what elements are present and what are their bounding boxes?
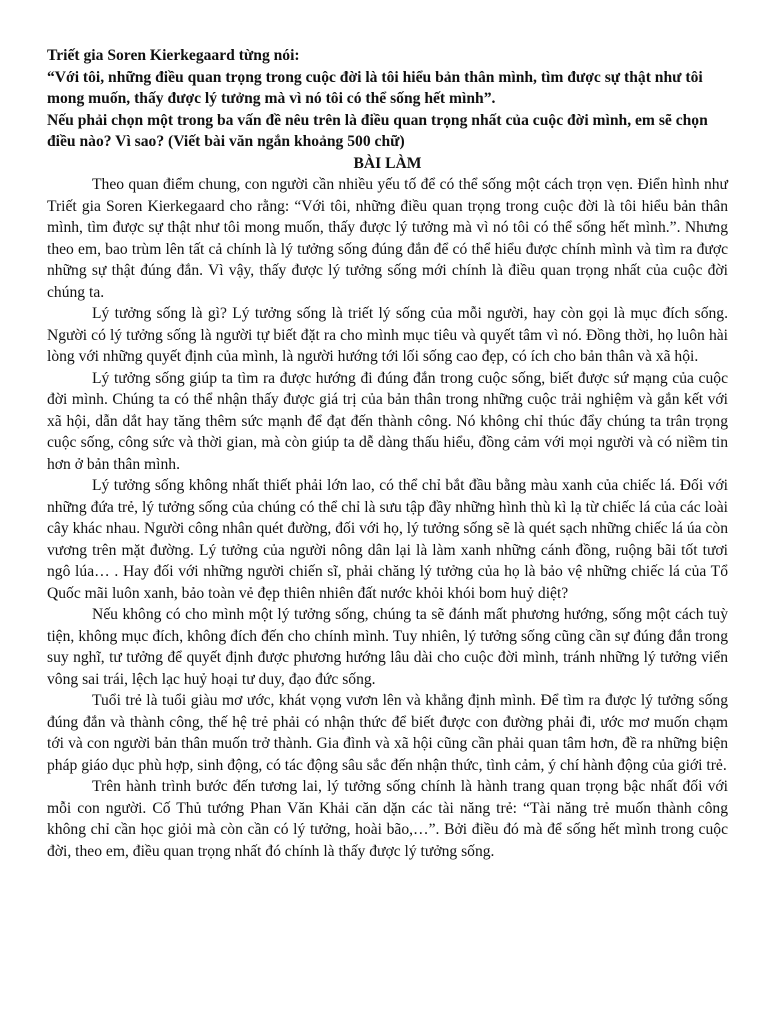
essay-paragraph: Trên hành trình bước đến tương lai, lý tưởng sống chính là hành trang quan trọng bậc nhất đối với mỗi con người. Cố Thủ tướng Phan Văn Khải căn dặn các tài năng trẻ: “Tài năng trẻ muốn thành công không chỉ cần học giỏi mà còn cần có lý tưởng, hoài bão,…”. Bởi điều đó mà để sống hết mình trong cuộc đời, theo em, điều quan trọng nhất đó chính là thấy được lý tưởng sống.	[47, 778, 728, 860]
essay-paragraph: Lý tưởng sống giúp ta tìm ra được hướng đi đúng đắn trong cuộc sống, biết được sứ mạng của cuộc đời mình. Chúng ta có thể nhận thấy được giá trị của bản thân trong những cuộc trải nghiệm và gắn kết với xã hội, dẫn dắt hay tăng thêm sức mạnh để đạt đến thành công. Nó không chỉ thúc đẩy chúng ta trân trọng cuộc sống, công sức và thời gian, mà còn giúp ta dễ dàng thấu hiểu, đồng cảm với mọi người và có niềm tin hơn ở bản thân mình.	[47, 369, 728, 473]
essay-paragraph: Nếu không có cho mình một lý tưởng sống, chúng ta sẽ đánh mất phương hướng, sống một cách tuỳ tiện, không mục đích, không đích đến cho chính mình. Tuy nhiên, lý tưởng sống cũng cần sự đúng đắn trong suy nghĩ, tư tưởng để quyết định được phương hướng lâu dài cho cuộc đời mình, tránh những lý tưởng viển vông sai trái, lệch lạc huỷ hoại tư duy, đạo đức sống.	[47, 606, 728, 688]
essay-paragraph: Lý tưởng sống là gì? Lý tưởng sống là triết lý sống của mỗi người, hay còn gọi là mục đích sống. Người có lý tưởng sống là người tự biết đặt ra cho mình mục tiêu và quyết tâm vì nó. Đồng thời, họ luôn hài lòng với những quyết định của mình, là người hướng tới lối sống cao đẹp, có ích cho bản thân và xã hội.	[47, 305, 728, 365]
essay-paragraph: Theo quan điểm chung, con người cần nhiều yếu tố để có thể sống một cách trọn vẹn. Điển hình như Triết gia Soren Kierkegaard cho rằng: “Với tôi, những điều quan trọng trong cuộc đời là tôi hiểu bản thân mình, tìm được sự thật như tôi mong muốn, thấy được lý tưởng mà vì nó tôi có thể sống hết mình.”. Nhưng theo em, bao trùm lên tất cả chính là lý tưởng sống đúng đắn để có thể hiểu được chính mình và tìm ra được những sự thật đúng đắn. Vì vậy, thấy được lý tưởng sống mới chính là điều quan trọng nhất của cuộc đời chúng ta.	[47, 176, 728, 301]
essay-heading: BÀI LÀM	[353, 154, 422, 172]
essay-paragraph: Tuổi trẻ là tuổi giàu mơ ước, khát vọng vươn lên và khẳng định mình. Để tìm ra được lý tưởng sống đúng đắn và thành công, thế hệ trẻ phải có nhận thức để biết được con đường phải đi, ước mơ muốn chạm tới và con người bản thân muốn trở thành. Gia đình và xã hội cũng cần phải quan tâm hơn, đề ra những biện pháp giáo dục phù hợp, sinh động, có tác động sâu sắc đến nhận thức, tình cảm, ý chí hành động của giới trẻ.	[47, 692, 728, 774]
prompt-question: Nếu phải chọn một trong ba vấn đề nêu trên là điều quan trọng nhất của cuộc đời mình, em sẽ chọn điều nào? Vì sao? (Viết bài văn ngắn khoảng 500 chữ)	[47, 111, 708, 150]
essay-page	[47, 45, 728, 862]
prompt-quote: “Với tôi, những điều quan trọng trong cuộc đời là tôi hiểu bản thân mình, tìm được sự thật như tôi mong muốn, thấy được lý tưởng mà vì nó tôi có thể sống hết mình”.	[47, 68, 703, 107]
essay-paragraph: Lý tưởng sống không nhất thiết phải lớn lao, có thể chỉ bắt đầu bằng màu xanh của chiếc lá. Đối với những đứa trẻ, lý tưởng sống của chúng có thể chỉ là sưu tập đầy những hình thù kì lạ từ chiếc lá của các loài cây khác nhau. Người công nhân quét đường, đối với họ, lý tưởng sống sẽ là quét sạch những chiếc lá úa còn vương trên mặt đường. Lý tưởng của người nông dân lại là làm xanh những cánh đồng, ruộng bãi tốt tươi ngô lúa… . Hay đối với những người chiến sĩ, phải chăng lý tưởng của họ là bảo vệ những chiếc lá của Tổ Quốc mãi luôn xanh, bảo toàn vẻ đẹp thiên nhiên đất nước khỏi khói bom huỷ diệt?	[47, 477, 728, 602]
essay-prompt	[47, 45, 728, 153]
prompt-intro: Triết gia Soren Kierkegaard từng nói:	[47, 47, 300, 64]
